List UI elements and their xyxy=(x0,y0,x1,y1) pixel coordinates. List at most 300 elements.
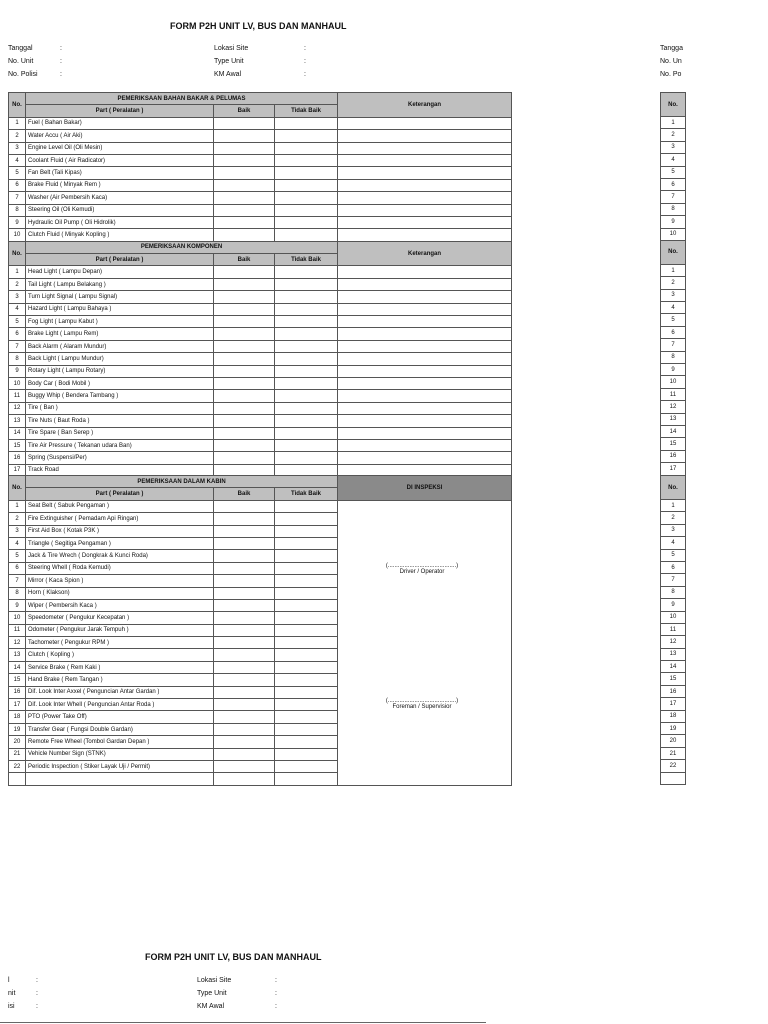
side-row xyxy=(661,216,686,228)
tidak-baik-cell[interactable] xyxy=(275,427,338,439)
baik-cell[interactable] xyxy=(214,550,275,562)
tidak-baik-cell[interactable] xyxy=(275,117,338,129)
header-right-value[interactable] xyxy=(364,71,404,84)
page2-left-value[interactable] xyxy=(96,1003,136,1016)
column-no-header: No. xyxy=(9,93,26,118)
side-row xyxy=(661,141,686,153)
keterangan-cell[interactable] xyxy=(338,154,512,166)
item-number: 14 xyxy=(9,661,26,673)
side-item-number: 2 xyxy=(661,512,686,524)
baik-cell[interactable] xyxy=(214,637,275,649)
section-komponen-title: PEMERIKSAAN KOMPONEN xyxy=(26,241,338,253)
item-part: Track Road xyxy=(26,464,214,476)
header-left-value[interactable] xyxy=(120,58,160,71)
table-row xyxy=(9,154,512,166)
header-left-label: Tanggal xyxy=(8,45,33,52)
item-part: First Aid Box ( Kotak P3K ) xyxy=(26,525,214,537)
item-number: 4 xyxy=(9,303,26,315)
side-row xyxy=(661,599,686,611)
baik-cell[interactable] xyxy=(214,316,275,328)
item-number: 7 xyxy=(9,575,26,587)
baik-cell[interactable] xyxy=(214,204,275,216)
side-row-blank xyxy=(661,772,686,784)
baik-cell[interactable] xyxy=(214,661,275,673)
item-part: Washer (Air Pembersih Kaca) xyxy=(26,192,214,204)
item-number: 11 xyxy=(9,624,26,636)
table-row xyxy=(9,452,512,464)
baik-cell xyxy=(214,773,275,785)
baik-cell[interactable] xyxy=(214,624,275,636)
baik-cell[interactable] xyxy=(214,439,275,451)
keterangan-cell[interactable] xyxy=(338,415,512,427)
header-right-colon: : xyxy=(304,45,306,52)
page2-left-row xyxy=(8,1003,136,1016)
side-table-1 xyxy=(660,92,686,476)
tidak-baik-cell[interactable] xyxy=(275,365,338,377)
item-part: Service Brake ( Rem Kaki ) xyxy=(26,661,214,673)
tidak-baik-cell[interactable] xyxy=(275,736,338,748)
tidak-baik-cell[interactable] xyxy=(275,291,338,303)
tidak-baik-cell[interactable] xyxy=(275,723,338,735)
baik-cell[interactable] xyxy=(214,402,275,414)
keterangan-cell[interactable] xyxy=(338,192,512,204)
baik-cell[interactable] xyxy=(214,117,275,129)
side-item-number: 4 xyxy=(661,154,686,166)
baik-cell[interactable] xyxy=(214,452,275,464)
baik-cell[interactable] xyxy=(214,575,275,587)
header-left-value[interactable] xyxy=(120,45,160,58)
side-item-number: 18 xyxy=(661,710,686,722)
baik-cell[interactable] xyxy=(214,699,275,711)
table-row xyxy=(9,130,512,142)
side-item-number: 5 xyxy=(661,166,686,178)
baik-cell[interactable] xyxy=(214,340,275,352)
side-header-row xyxy=(661,93,686,117)
keterangan-cell[interactable] xyxy=(338,303,512,315)
item-number: 6 xyxy=(9,562,26,574)
side-row xyxy=(661,289,686,301)
item-number: 1 xyxy=(9,266,26,278)
side-no-header: No. xyxy=(661,240,686,264)
keterangan-cell[interactable] xyxy=(338,117,512,129)
keterangan-cell[interactable] xyxy=(338,266,512,278)
header-right-label: Type Unit xyxy=(214,58,244,65)
baik-cell[interactable] xyxy=(214,649,275,661)
baik-cell[interactable] xyxy=(214,278,275,290)
side-item-number: 7 xyxy=(661,191,686,203)
tidak-baik-cell[interactable] xyxy=(275,216,338,228)
baik-cell[interactable] xyxy=(214,266,275,278)
tidak-baik-cell[interactable] xyxy=(275,686,338,698)
tidak-baik-cell[interactable] xyxy=(275,229,338,241)
keterangan-cell[interactable] xyxy=(338,427,512,439)
table-row xyxy=(9,353,512,365)
table-row xyxy=(9,415,512,427)
page2-right-value[interactable] xyxy=(335,977,375,990)
baik-cell[interactable] xyxy=(214,154,275,166)
column-baik-header: Baik xyxy=(214,254,275,266)
baik-cell[interactable] xyxy=(214,192,275,204)
item-part: Remote Free Wheel (Tombol Gardan Depan ) xyxy=(26,736,214,748)
side-row xyxy=(661,166,686,178)
check-table-2 xyxy=(8,475,512,786)
tidak-baik-cell[interactable] xyxy=(275,537,338,549)
keterangan-cell[interactable] xyxy=(338,142,512,154)
side-row xyxy=(661,698,686,710)
baik-cell[interactable] xyxy=(214,736,275,748)
side-item-number: 1 xyxy=(661,500,686,512)
column-part-header: Part ( Peralatan ) xyxy=(26,254,214,266)
keterangan-cell[interactable] xyxy=(338,340,512,352)
side-item-number: 19 xyxy=(661,723,686,735)
item-number: 8 xyxy=(9,587,26,599)
keterangan-cell[interactable] xyxy=(338,216,512,228)
keterangan-cell[interactable] xyxy=(338,316,512,328)
keterangan-cell[interactable] xyxy=(338,452,512,464)
side-row xyxy=(661,735,686,747)
keterangan-cell[interactable] xyxy=(338,229,512,241)
tidak-baik-cell[interactable] xyxy=(275,674,338,686)
keterangan-cell[interactable] xyxy=(338,328,512,340)
page2-left-value[interactable] xyxy=(96,990,136,1003)
item-part: Tire ( Ban ) xyxy=(26,402,214,414)
side-item-number: 15 xyxy=(661,673,686,685)
side-row xyxy=(661,574,686,586)
table-row xyxy=(9,179,512,191)
item-number: 5 xyxy=(9,550,26,562)
baik-cell[interactable] xyxy=(214,427,275,439)
tidak-baik-cell[interactable] xyxy=(275,278,338,290)
header-far-label: Tangga xyxy=(660,45,683,52)
tidak-baik-cell[interactable] xyxy=(275,130,338,142)
table-row xyxy=(9,328,512,340)
baik-cell[interactable] xyxy=(214,229,275,241)
baik-cell[interactable] xyxy=(214,377,275,389)
tidak-baik-cell[interactable] xyxy=(275,328,338,340)
side-item-number: 6 xyxy=(661,178,686,190)
item-part: Periodic Inspection ( Stiker Layak Uji / Permit) xyxy=(26,760,214,772)
tidak-baik-cell[interactable] xyxy=(275,587,338,599)
item-number: 4 xyxy=(9,154,26,166)
side-row xyxy=(661,277,686,289)
side-item-number: 13 xyxy=(661,413,686,425)
tidak-baik-cell[interactable] xyxy=(275,303,338,315)
side-item-number: 22 xyxy=(661,760,686,772)
page2-right-row xyxy=(197,1003,375,1016)
tidak-baik-cell[interactable] xyxy=(275,649,338,661)
side-row xyxy=(661,760,686,772)
item-part: Tire Air Pressure ( Tekanan udara Ban) xyxy=(26,439,214,451)
item-number: 6 xyxy=(9,179,26,191)
header-left-value[interactable] xyxy=(120,71,160,84)
header-left-row xyxy=(8,58,160,71)
side-item-number: 2 xyxy=(661,277,686,289)
page2-right-row xyxy=(197,977,375,990)
tidak-baik-cell[interactable] xyxy=(275,661,338,673)
side-row xyxy=(661,388,686,400)
side-header-row xyxy=(661,240,686,264)
baik-cell[interactable] xyxy=(214,328,275,340)
side-item-number: 17 xyxy=(661,463,686,475)
page2-left-colon: : xyxy=(36,1003,38,1010)
table-row xyxy=(9,192,512,204)
side-item-number: 9 xyxy=(661,216,686,228)
tidak-baik-cell[interactable] xyxy=(275,500,338,512)
item-part: Hydraulic Oil Pump ( Oli Hidrolik) xyxy=(26,216,214,228)
tidak-baik-cell[interactable] xyxy=(275,760,338,772)
item-number: 10 xyxy=(9,229,26,241)
side-item-number: 8 xyxy=(661,586,686,598)
table-row xyxy=(9,303,512,315)
side-row xyxy=(661,191,686,203)
driver-signature xyxy=(337,563,507,575)
table-row xyxy=(9,500,512,512)
header-right-label: KM Awal xyxy=(214,71,242,78)
item-part: Mirror ( Kaca Spion ) xyxy=(26,575,214,587)
item-number: 14 xyxy=(9,427,26,439)
item-number: 2 xyxy=(9,130,26,142)
side-row xyxy=(661,376,686,388)
item-number: 5 xyxy=(9,167,26,179)
tidak-baik-cell[interactable] xyxy=(275,415,338,427)
side-item-number: 8 xyxy=(661,351,686,363)
page2-right-colon: : xyxy=(275,990,277,997)
side-item-number: 7 xyxy=(661,339,686,351)
side-row xyxy=(661,129,686,141)
form-title: FORM P2H UNIT LV, BUS DAN MANHAUL xyxy=(170,21,347,31)
side-item-number: 1 xyxy=(661,117,686,129)
header-right-colon: : xyxy=(304,58,306,65)
side-item-number: 16 xyxy=(661,685,686,697)
column-tidak-baik-header: Tidak Baik xyxy=(275,254,338,266)
column-part-header: Part ( Peralatan ) xyxy=(26,105,214,117)
tidak-baik-cell[interactable] xyxy=(275,575,338,587)
page2-left-value[interactable] xyxy=(96,977,136,990)
item-number: 9 xyxy=(9,599,26,611)
side-row xyxy=(661,314,686,326)
tidak-baik-cell[interactable] xyxy=(275,377,338,389)
side-row xyxy=(661,326,686,338)
side-row xyxy=(661,450,686,462)
header-right-label: Lokasi Site xyxy=(214,45,249,52)
item-number: 20 xyxy=(9,736,26,748)
tidak-baik-cell[interactable] xyxy=(275,340,338,352)
baik-cell[interactable] xyxy=(214,587,275,599)
baik-cell[interactable] xyxy=(214,562,275,574)
side-row xyxy=(661,685,686,697)
keterangan-cell[interactable] xyxy=(338,439,512,451)
side-item-number: 14 xyxy=(661,661,686,673)
table-row xyxy=(9,402,512,414)
keterangan-cell[interactable] xyxy=(338,291,512,303)
item-number: 16 xyxy=(9,686,26,698)
keterangan-cell[interactable] xyxy=(338,390,512,402)
section-komponen-header-row xyxy=(9,241,512,253)
header-right-value[interactable] xyxy=(364,58,404,71)
tidak-baik-cell[interactable] xyxy=(275,353,338,365)
side-item-number: 21 xyxy=(661,747,686,759)
side-item-number: 12 xyxy=(661,636,686,648)
baik-cell[interactable] xyxy=(214,748,275,760)
tidak-baik-cell[interactable] xyxy=(275,167,338,179)
page2-right-value[interactable] xyxy=(335,990,375,1003)
side-row xyxy=(661,636,686,648)
tidak-baik-cell[interactable] xyxy=(275,142,338,154)
item-part: Water Accu ( Air Aki) xyxy=(26,130,214,142)
baik-cell[interactable] xyxy=(214,179,275,191)
table-row xyxy=(9,316,512,328)
baik-cell[interactable] xyxy=(214,365,275,377)
tidak-baik-cell[interactable] xyxy=(275,550,338,562)
header-far-label: No. Po xyxy=(660,71,682,78)
side-item-number: 3 xyxy=(661,141,686,153)
item-number: 3 xyxy=(9,291,26,303)
baik-cell[interactable] xyxy=(214,537,275,549)
item-number: 4 xyxy=(9,537,26,549)
header-left-colon: : xyxy=(60,71,62,78)
header-left-colon: : xyxy=(60,58,62,65)
tidak-baik-cell[interactable] xyxy=(275,452,338,464)
keterangan-cell[interactable] xyxy=(338,130,512,142)
tidak-baik-cell[interactable] xyxy=(275,748,338,760)
baik-cell[interactable] xyxy=(214,130,275,142)
keterangan-cell[interactable] xyxy=(338,402,512,414)
baik-cell[interactable] xyxy=(214,303,275,315)
side-item-number: 6 xyxy=(661,326,686,338)
baik-cell[interactable] xyxy=(214,390,275,402)
table-row xyxy=(9,142,512,154)
side-row xyxy=(661,228,686,240)
keterangan-cell[interactable] xyxy=(338,365,512,377)
item-number: 15 xyxy=(9,674,26,686)
tidak-baik-cell[interactable] xyxy=(275,192,338,204)
tidak-baik-cell[interactable] xyxy=(275,154,338,166)
side-row xyxy=(661,302,686,314)
tidak-baik-cell[interactable] xyxy=(275,612,338,624)
tidak-baik-cell[interactable] xyxy=(275,525,338,537)
keterangan-cell[interactable] xyxy=(338,278,512,290)
baik-cell[interactable] xyxy=(214,353,275,365)
column-baik-header: Baik xyxy=(214,105,275,117)
baik-cell[interactable] xyxy=(214,723,275,735)
baik-cell[interactable] xyxy=(214,760,275,772)
item-number: 10 xyxy=(9,612,26,624)
item-number: 13 xyxy=(9,415,26,427)
page2-right-value[interactable] xyxy=(335,1003,375,1016)
item-number: 15 xyxy=(9,439,26,451)
tidak-baik-cell[interactable] xyxy=(275,637,338,649)
baik-cell[interactable] xyxy=(214,599,275,611)
item-part: Body Car ( Bodi Mobil ) xyxy=(26,377,214,389)
item-number: 8 xyxy=(9,353,26,365)
header-right xyxy=(214,45,404,84)
side-row xyxy=(661,710,686,722)
side-item-number: 5 xyxy=(661,549,686,561)
keterangan-cell[interactable] xyxy=(338,204,512,216)
baik-cell[interactable] xyxy=(214,674,275,686)
foreman-signature xyxy=(337,698,507,710)
item-number: 17 xyxy=(9,464,26,476)
baik-cell[interactable] xyxy=(214,291,275,303)
tidak-baik-cell[interactable] xyxy=(275,266,338,278)
baik-cell[interactable] xyxy=(214,711,275,723)
page2-left-label: l xyxy=(8,977,10,984)
item-number: 21 xyxy=(9,748,26,760)
item-part: Back Alarm ( Alaram Mundur) xyxy=(26,340,214,352)
header-far-label: No. Un xyxy=(660,58,682,65)
tidak-baik-cell[interactable] xyxy=(275,513,338,525)
side-row xyxy=(661,549,686,561)
column-no-header: No. xyxy=(9,476,26,501)
side-row xyxy=(661,339,686,351)
baik-cell[interactable] xyxy=(214,612,275,624)
keterangan-cell[interactable] xyxy=(338,167,512,179)
driver-signature-label: Driver / Operator xyxy=(399,569,445,575)
item-part: PTO (Power Take Off) xyxy=(26,711,214,723)
tidak-baik-cell[interactable] xyxy=(275,179,338,191)
table-row xyxy=(9,167,512,179)
keterangan-cell[interactable] xyxy=(338,377,512,389)
baik-cell[interactable] xyxy=(214,142,275,154)
tidak-baik-cell[interactable] xyxy=(275,562,338,574)
tidak-baik-cell[interactable] xyxy=(275,711,338,723)
tidak-baik-cell[interactable] xyxy=(275,204,338,216)
table-row xyxy=(9,340,512,352)
baik-cell[interactable] xyxy=(214,500,275,512)
side-item-number: 9 xyxy=(661,599,686,611)
foreman-signature-dots: (.........................................) xyxy=(385,698,459,704)
header-left-colon: : xyxy=(60,45,62,52)
tidak-baik-cell[interactable] xyxy=(275,699,338,711)
tidak-baik-cell[interactable] xyxy=(275,316,338,328)
page2-right-colon: : xyxy=(275,977,277,984)
item-number: 12 xyxy=(9,402,26,414)
item-part: Dif. Look Inter Whell ( Penguncian Antar Roda ) xyxy=(26,699,214,711)
tidak-baik-cell[interactable] xyxy=(275,624,338,636)
header-right-value[interactable] xyxy=(364,45,404,58)
baik-cell[interactable] xyxy=(214,513,275,525)
tidak-baik-cell[interactable] xyxy=(275,439,338,451)
side-row xyxy=(661,512,686,524)
table-row xyxy=(9,439,512,451)
tidak-baik-cell[interactable] xyxy=(275,402,338,414)
item-number: 18 xyxy=(9,711,26,723)
item-part: Clutch Fluid ( Minyak Kopling ) xyxy=(26,229,214,241)
section-bahan-bakar-header-row xyxy=(9,93,512,105)
side-no-header: No. xyxy=(661,93,686,117)
baik-cell[interactable] xyxy=(214,686,275,698)
baik-cell[interactable] xyxy=(214,167,275,179)
item-number: 12 xyxy=(9,637,26,649)
baik-cell[interactable] xyxy=(214,415,275,427)
side-item-number: 14 xyxy=(661,425,686,437)
keterangan-cell[interactable] xyxy=(338,179,512,191)
item-number: 16 xyxy=(9,452,26,464)
side-row xyxy=(661,586,686,598)
item-number: 1 xyxy=(9,117,26,129)
keterangan-cell[interactable] xyxy=(338,353,512,365)
table-row xyxy=(9,266,512,278)
tidak-baik-cell[interactable] xyxy=(275,390,338,402)
baik-cell[interactable] xyxy=(214,525,275,537)
table-row xyxy=(9,216,512,228)
table-row xyxy=(9,390,512,402)
tidak-baik-cell[interactable] xyxy=(275,599,338,611)
column-part-header: Part ( Peralatan ) xyxy=(26,488,214,500)
side-row xyxy=(661,463,686,475)
column-keterangan-header: DI INSPEKSI xyxy=(338,476,512,501)
baik-cell[interactable] xyxy=(214,216,275,228)
